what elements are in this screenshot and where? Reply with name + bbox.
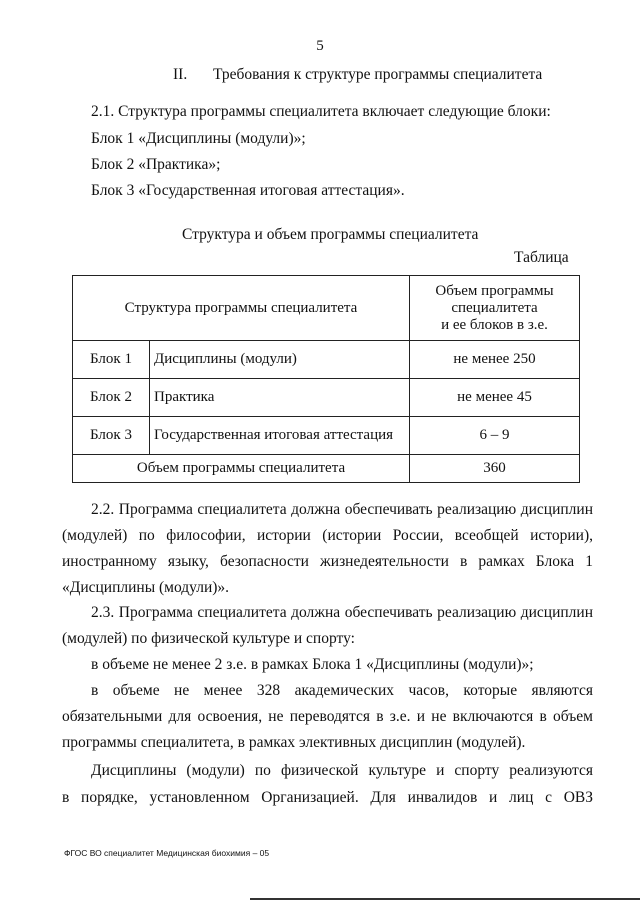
table-row	[73, 417, 580, 455]
p24-line: в порядке, установленном Организацией. Для инвалидов и лиц с ОВЗ	[62, 789, 593, 806]
table-total-row	[73, 455, 580, 483]
row-name: Дисциплины (модули)	[150, 341, 410, 379]
table-caption: Структура и объем программы специалитета	[182, 226, 479, 243]
row-volume: не менее 45	[410, 379, 580, 417]
total-value: 360	[410, 455, 580, 483]
table-row	[73, 341, 580, 379]
row-volume: не менее 250	[410, 341, 580, 379]
p23-line: (модулей) по физической культуре и спорту:	[62, 630, 355, 647]
p23b-line: обязательными для освоения, не переводятся в з.е. и не включаются в объем	[62, 708, 593, 725]
table-header-row	[73, 276, 580, 341]
p23-line: 2.3. Программа специалитета должна обеспечивать реализацию дисциплин	[91, 604, 593, 621]
block1-line: Блок 1 «Дисциплины (модули)»;	[91, 130, 306, 147]
header-volume	[410, 276, 580, 341]
header-volume-line: и ее блоков в з.е.	[441, 316, 548, 333]
row-block: Блок 3	[73, 417, 150, 455]
section-title-text: Требования к структуре программы специалитета	[213, 66, 543, 83]
row-block: Блок 2	[73, 379, 150, 417]
intro-paragraph: 2.1. Структура программы специалитета включает следующие блоки:	[91, 103, 551, 120]
row-volume: 6 – 9	[410, 417, 580, 455]
header-volume-line: Объем программы	[435, 282, 554, 299]
footer-note: ФГОС ВО специалитет Медицинская биохимия – 05	[64, 848, 270, 858]
block3-line: Блок 3 «Государственная итоговая аттестация».	[91, 182, 405, 199]
p22-line: иностранному языку, безопасности жизнедеятельности в рамках Блока 1	[62, 553, 593, 570]
p22-line: 2.2. Программа специалитета должна обеспечивать реализацию дисциплин	[91, 501, 593, 518]
p23b-line: в объеме не менее 328 академических часов, которые являются	[91, 682, 593, 699]
block2-line: Блок 2 «Практика»;	[91, 156, 221, 173]
row-block: Блок 1	[73, 341, 150, 379]
table-label: Таблица	[514, 249, 569, 266]
section-number: II.	[173, 66, 188, 83]
row-name: Государственная итоговая аттестация	[150, 417, 410, 455]
p23b-line: программы специалитета, в рамках элективных дисциплин (модулей).	[62, 734, 526, 751]
p24-line: Дисциплины (модули) по физической культуре и спорту реализуются	[91, 762, 593, 779]
p22-line: (модулей) по философии, истории (истории России, всеобщей истории),	[62, 527, 593, 544]
table-row	[73, 379, 580, 417]
header-volume-line: специалитета	[451, 299, 538, 316]
structure-table	[72, 275, 580, 483]
p22-line: «Дисциплины (модули)».	[62, 579, 230, 596]
bottom-edge-line	[250, 898, 640, 900]
p23a-line: в объеме не менее 2 з.е. в рамках Блока 1 «Дисциплины (модули)»;	[91, 656, 534, 673]
total-label: Объем программы специалитета	[73, 455, 410, 483]
page-number: 5	[316, 38, 324, 54]
row-name: Практика	[150, 379, 410, 417]
section-title	[173, 66, 542, 84]
header-structure: Структура программы специалитета	[73, 276, 410, 341]
